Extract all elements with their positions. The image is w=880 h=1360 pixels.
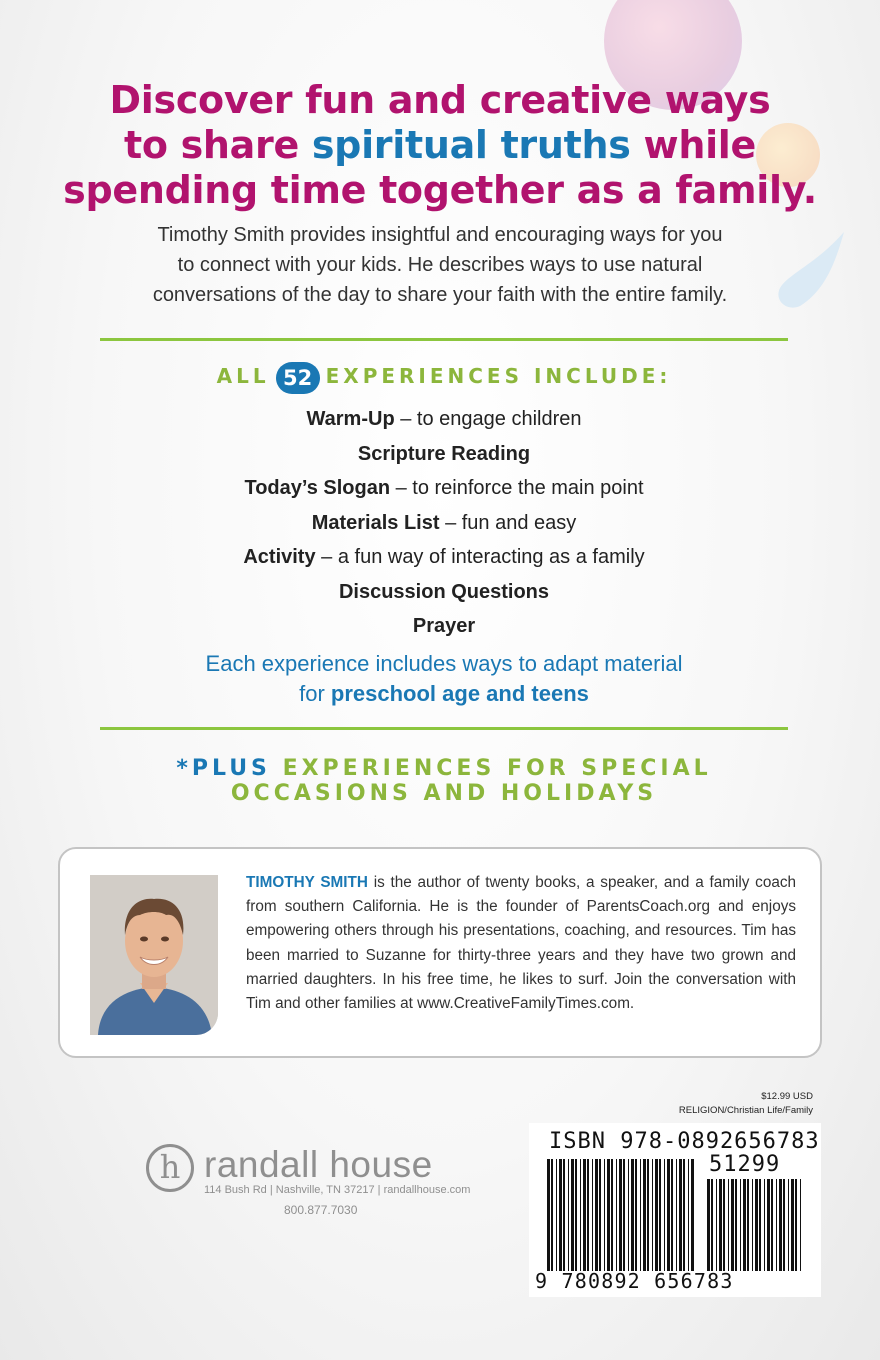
plus-note [100,756,788,806]
divider-top [100,338,788,341]
barcode-addon-icon [707,1179,807,1275]
author-bio-box [58,847,822,1058]
publisher-phone: 800.877.7030 [284,1203,358,1217]
author-bio-text [246,871,796,1016]
adapt-line-2 [100,679,788,709]
list-item-rest: – to engage children [394,408,582,430]
list-item-bold: Prayer [412,615,476,637]
publisher-logo-icon: h [146,1144,194,1192]
list-item [100,575,788,610]
list-item [100,609,788,644]
adapt-line-1: Each experience includes ways to adapt material [205,651,683,676]
isbn-label: ISBN 978-0892656783 [549,1129,820,1154]
publisher-address: 114 Bush Rd | Nashville, TN 37217 | randallhouse.com [204,1184,471,1196]
headline-line-2 [40,123,840,168]
experiences-count-badge: 52 [276,362,320,394]
experiences-heading-prefix: ALL [216,364,270,388]
experiences-list [100,402,788,644]
headline-line-2-start: to share [123,123,312,167]
list-item-rest: – fun and easy [439,511,577,534]
adapt-line-2-start: for [299,681,331,706]
intro-line-2: to connect with your kids. He describes ways to use natural [177,254,703,276]
publisher-block [146,1140,476,1230]
list-item-bold: Warm-Up [306,408,395,430]
list-item-bold: Activity [243,546,316,568]
barcode-digits: 9 780892 656783 [535,1269,734,1293]
list-item [100,471,788,506]
experiences-heading [100,360,788,394]
author-name: TIMOTHY SMITH [246,874,368,891]
list-item [100,540,788,575]
divider-bottom [100,727,788,730]
list-item-rest: – a fun way of interacting as a family [315,546,645,568]
publisher-name: randall house [204,1144,433,1185]
author-portrait-icon [90,875,218,1035]
author-photo [90,875,218,1035]
list-item-bold: Scripture Reading [357,442,531,465]
plus-line-1-rest: EXPERIENCES FOR SPECIAL [270,756,712,781]
list-item [100,437,788,472]
list-item [100,506,788,541]
barcode-icon [547,1159,697,1275]
intro-line-3: conversations of the day to share your faith with the entire family. [152,284,728,306]
headline [40,78,840,213]
list-item [100,402,788,437]
adapt-note [100,649,788,709]
plus-prefix: *PLUS [176,756,271,781]
intro-line-1: Timothy Smith provides insightful and encouraging ways for you [157,224,723,246]
barcode-block [529,1123,821,1297]
author-bio-body: is the author of twenty books, a speaker, and a family coach from southern California. He is the founder of ParentsCoach.org and enjoys empowering others through his presentations, coaching, and resources. Tim has been married to Suzanne for thirty-three years and they have two grown and married daughters. In his free time, he likes to surf. Join the conversation with Tim and other families at www.CreativeFamilyTimes.com. [246,874,797,1013]
plus-line-1 [100,756,788,781]
list-item-rest: – to reinforce the main point [390,477,644,499]
headline-line-2-end: while [630,123,756,167]
barcode-addon-number: 51299 [709,1152,781,1177]
headline-highlight: spiritual truths [311,123,631,167]
experiences-heading-suffix: EXPERIENCES INCLUDE: [325,364,672,388]
price-category: RELIGION/Christian Life/Family [678,1105,813,1116]
price-amount: $12.99 USD [761,1091,813,1102]
intro-paragraph [60,220,820,310]
adapt-line-2-bold: preschool age and teens [330,681,589,706]
list-item-bold: Materials List [311,511,440,534]
list-item-bold: Discussion Questions [338,580,550,603]
headline-line-3: spending time together as a family. [63,168,817,212]
plus-line-2: OCCASIONS AND HOLIDAYS [230,781,658,806]
list-item-bold: Today’s Slogan [244,477,391,499]
price-block [679,1090,813,1118]
headline-line-1: Discover fun and creative ways [109,78,771,122]
